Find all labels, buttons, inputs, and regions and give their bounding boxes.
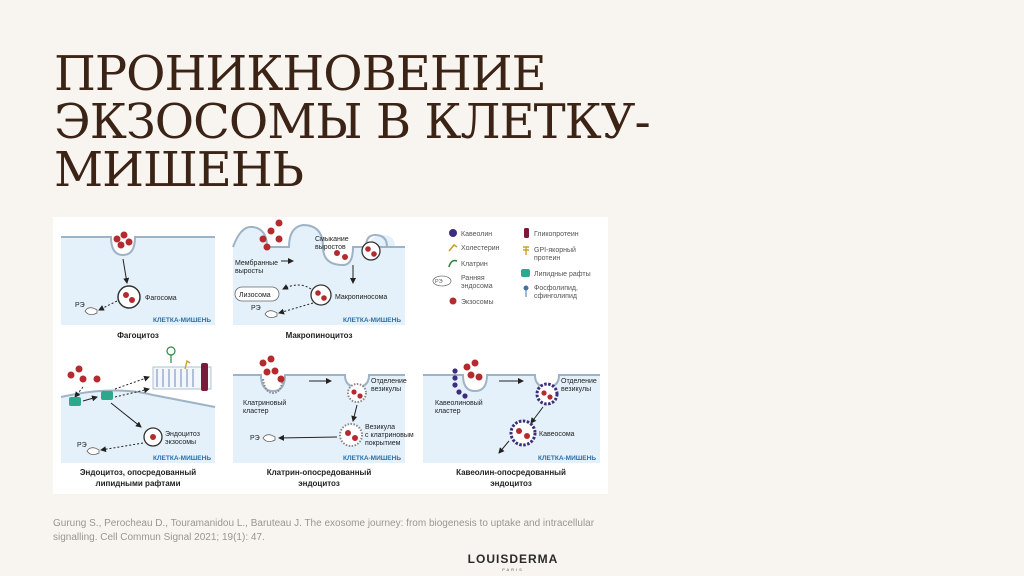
glycoprotein-icon [524, 228, 529, 238]
legend-cholesterol: Холестерин [461, 245, 500, 252]
legend-early-endosome-1: Ранняя [461, 275, 485, 282]
legend [433, 228, 591, 306]
title-line-3: МИШЕНЬ [54, 142, 304, 198]
lysosome-label: Лизосома [239, 292, 271, 299]
legend-phospholipid-2: сфинголипид [534, 293, 577, 300]
caption-caveolin-1: Кавеолин-опосредованный [456, 468, 566, 477]
er-label-4: РЭ [250, 435, 260, 442]
er-label-3: РЭ [77, 442, 87, 449]
clathrin-separation-2: везикулы [371, 386, 402, 393]
legend-gpi-2: протеин [534, 255, 561, 262]
panel-clathrin [233, 356, 414, 489]
fusion-label-1: Смыкание [315, 236, 349, 243]
target-cell-label-2: КЛЕТКА-МИШЕНЬ [343, 317, 401, 324]
caveolin-cluster-2: кластер [435, 408, 461, 415]
caption-raft-2: липидными рафтами [95, 479, 181, 488]
raft-endosome-label-2: экзосомы [165, 439, 197, 446]
caveolin-separation-2: везикулы [561, 386, 592, 393]
caveolin-separation-1: Отделение [561, 378, 597, 385]
brand-logo: LOUISDERMA [467, 552, 559, 566]
lipid-raft-icon [521, 269, 530, 277]
target-cell-label-3: КЛЕТКА-МИШЕНЬ [153, 455, 211, 462]
legend-er-icon-label: РЭ [435, 279, 443, 285]
macropinosome-label: Макропиносома [335, 294, 388, 301]
panel-caveolin [423, 360, 600, 489]
citation-line-2: signalling. Cell Commun Signal 2021; 19(1): 47. [53, 532, 265, 543]
membrane-label-2: выросты [235, 268, 264, 275]
brand-sub: PARIS [502, 567, 524, 572]
legend-exosomes: Экзосомы [461, 299, 494, 306]
cholesterol-icon [449, 245, 457, 251]
gpi-icon [523, 247, 529, 255]
target-cell-label-5: КЛЕТКА-МИШЕНЬ [538, 455, 596, 462]
er-label-2: РЭ [251, 305, 261, 312]
clathrin-vesicle-1: Везикула [365, 424, 395, 431]
fusion-label-2: выростов [315, 244, 346, 251]
endocytosis-diagram [53, 217, 608, 494]
caveolin-cluster-1: Кавеолиновый [435, 400, 483, 407]
slide-title [54, 46, 654, 198]
title-line-1: ПРОНИКНОВЕНИЕ [54, 46, 546, 102]
legend-caveolin: Кавеолин [461, 231, 493, 238]
legend-gpi-1: GPI-якорный [534, 247, 576, 254]
legend-phospholipid-1: Фосфолипид, [534, 285, 578, 292]
clathrin-icon [449, 261, 457, 267]
membrane-label-1: Мембранные [235, 260, 278, 267]
caption-clathrin-2: эндоцитоз [298, 479, 340, 488]
panel-lipid-raft [61, 347, 215, 488]
legend-early-endosome-2: эндосома [461, 283, 493, 290]
raft-endosome-label-1: Эндоцитоз [165, 431, 200, 438]
legend-lipid-rafts: Липидные рафты [534, 271, 591, 278]
caption-caveolin-2: эндоцитоз [490, 479, 532, 488]
caveosome-label: Кавеосома [539, 431, 575, 438]
clathrin-cluster-2: кластер [243, 408, 269, 415]
caption-phagocytosis: Фагоцитоз [117, 331, 159, 340]
target-cell-label-4: КЛЕТКА-МИШЕНЬ [343, 455, 401, 462]
panel-macropinocytosis [233, 220, 405, 341]
exosome-icon [450, 298, 457, 305]
clathrin-separation-1: Отделение [371, 378, 407, 385]
er-label-1: РЭ [75, 302, 85, 309]
caption-clathrin-1: Клатрин-опосредованный [266, 468, 372, 477]
clathrin-cluster-1: Клатриновый [243, 400, 287, 407]
target-cell-label-1: КЛЕТКА-МИШЕНЬ [153, 317, 211, 324]
clathrin-vesicle-2: с клатриновым [365, 432, 414, 439]
caption-macropinocytosis: Макропиноцитоз [285, 331, 353, 340]
citation-line-1: Gurung S., Perocheau D., Touramanidou L., Baruteau J. The exosome journey: from biogenesis to uptake and intracellular [53, 518, 595, 529]
phospholipid-icon [524, 286, 529, 291]
legend-glycoprotein: Гликопротеин [534, 231, 579, 238]
clathrin-vesicle-3: покрытием [365, 440, 401, 447]
citation [53, 517, 653, 545]
phagosome-label: Фагосома [145, 295, 177, 302]
legend-clathrin: Клатрин [461, 261, 488, 268]
caveolin-icon [449, 229, 457, 237]
panel-phagocytosis [61, 232, 215, 341]
caption-raft-1: Эндоцитоз, опосредованный [79, 468, 197, 477]
title-line-2: ЭКЗОСОМЫ В КЛЕТКУ- [54, 94, 650, 150]
